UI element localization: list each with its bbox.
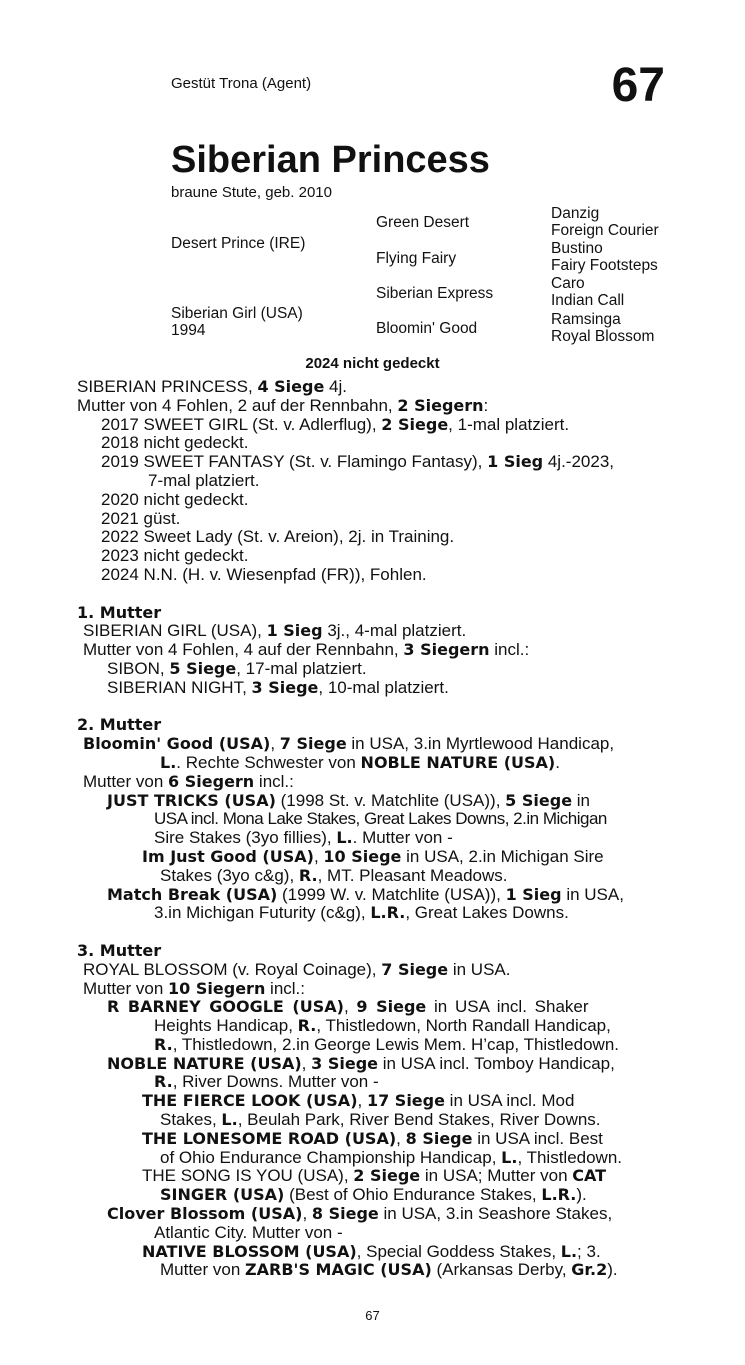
pedigree-ggp-4: Fairy Footsteps — [551, 257, 658, 274]
third-dam-section — [77, 961, 667, 1281]
pedigree-sire: Desert Prince (IRE) — [171, 235, 306, 252]
first-dam-section — [77, 622, 667, 697]
runner-the-song-is-you: THE SONG IS YOU (USA), 2 Siege in USA; Mutter von CAT SINGER (USA) (Best of Ohio Endurance Stakes, L.R.). — [142, 1166, 607, 1205]
runner-the-lonesome-road: THE LONESOME ROAD (USA), 8 Siege in USA incl. Best of Ohio Endurance Championship Handicap, L., Thistledown. — [142, 1128, 623, 1167]
pedigree-ggp-3: Bustino — [551, 240, 603, 257]
lot-number: 67 — [611, 59, 665, 112]
produce-2022: 2022 Sweet Lady (St. v. Areion), 2j. in Training. — [101, 527, 455, 547]
runner-r-barney-google: R BARNEY GOOGLE (USA), 9 Siege in USA incl. Shaker Heights Handicap, R., Thistledown, North Randall Handicap, R., Thistledown, 2.in George Lewis Mem. H’cap, Thistledown. — [107, 997, 620, 1054]
pedigree-ggp-6: Indian Call — [551, 292, 625, 309]
produce-2019: 2019 SWEET FANTASY (St. v. Flamingo Fantasy), 1 Sieg 4j.-2023, — [101, 452, 615, 472]
pedigree-sire-dam: Flying Fairy — [376, 250, 457, 267]
first-dam-winner-2: SIBERIAN NIGHT, 3 Siege, 10-mal platziert. — [107, 677, 449, 697]
third-dam-produce: Mutter von 10 Siegern incl.: — [83, 978, 306, 998]
runner-just-tricks: JUST TRICKS (USA) (1998 St. v. Matchlite (USA)), 5 Siege in USA incl. Mona Lake Stakes, Great Lakes Downs, 2.in Michigan Sire Stakes (3yo fillies), L.. Mutter von - — [107, 790, 607, 848]
produce-2018: 2018 nicht gedeckt. — [101, 433, 249, 453]
produce-2024: 2024 N.N. (H. v. Wiesenpfad (FR)), Fohlen. — [101, 564, 427, 584]
produce-2019-cont: 7-mal platziert. — [148, 470, 260, 490]
second-dam-record: Bloomin' Good (USA), 7 Siege in USA, 3.in Myrtlewood Handicap, — [83, 734, 615, 754]
page-number: 67 — [365, 1308, 380, 1323]
pedigree-dam-dam: Bloomin' Good — [376, 320, 478, 337]
pedigree-dam-sire: Siberian Express — [376, 285, 494, 302]
third-dam-record: ROYAL BLOSSOM (v. Royal Coinage), 7 Siege in USA. — [83, 959, 511, 979]
covering-status-note: 2024 nicht gedeckt — [305, 355, 440, 372]
first-dam-produce: Mutter von 4 Fohlen, 4 auf der Rennbahn, 3 Siegern incl.: — [83, 640, 530, 660]
pedigree-dam-year: 1994 — [171, 322, 206, 339]
pedigree-ggp-2: Foreign Courier — [551, 222, 659, 239]
pedigree-ggp-5: Caro — [551, 275, 585, 292]
pedigree-sire-sire: Green Desert — [376, 214, 470, 231]
first-dam-winner-1: SIBON, 5 Siege, 17-mal platziert. — [107, 658, 367, 678]
pedigree-ggp-8: Royal Blossom — [551, 328, 655, 345]
record-summary: SIBERIAN PRINCESS, 4 Siege 4j. — [77, 377, 347, 396]
produce-2020: 2020 nicht gedeckt. — [101, 489, 249, 509]
runner-match-break: Match Break (USA) (1999 W. v. Matchlite (USA)), 1 Sieg in USA, 3.in Michigan Futurity (c&g), L.R., Great Lakes Downs. — [107, 884, 624, 923]
second-dam-record-cont: L.. Rechte Schwester von NOBLE NATURE (USA). — [160, 752, 560, 772]
produce-2017: 2017 SWEET GIRL (St. v. Adlerflug), 2 Siege, 1-mal platziert. — [101, 414, 570, 434]
first-dam-record: SIBERIAN GIRL (USA), 1 Sieg 3j., 4-mal platziert. — [83, 621, 467, 641]
produce-2021: 2021 güst. — [101, 508, 181, 528]
runner-native-blossom: NATIVE BLOSSOM (USA), Special Goddess Stakes, L.; 3. Mutter von ZARB'S MAGIC (USA) (Arkansas Derby, Gr.2). — [142, 1241, 618, 1280]
runner-noble-nature: NOBLE NATURE (USA), 3 Siege in USA incl. Tomboy Handicap, R., River Downs. Mutter von - — [107, 1053, 615, 1092]
pedigree-dam-name: Siberian Girl (USA) — [171, 305, 303, 322]
first-dam-heading: 1. Mutter — [77, 602, 162, 622]
second-dam-heading: 2. Mutter — [77, 715, 162, 735]
pedigree-dam — [171, 305, 303, 339]
third-dam-heading: 3. Mutter — [77, 940, 162, 960]
consignor-agent: Gestüt Trona (Agent) — [171, 75, 312, 92]
second-dam-section — [77, 735, 667, 923]
runner-the-fierce-look: THE FIERCE LOOK (USA), 17 Siege in USA incl. Mod Stakes, L., Beulah Park, River Bend Stakes, River Downs. — [142, 1091, 601, 1130]
horse-description: braune Stute, geb. 2010 — [171, 184, 332, 201]
runner-clover-blossom: Clover Blossom (USA), 8 Siege in USA, 3.in Seashore Stakes, Atlantic City. Mutter von - — [107, 1204, 613, 1242]
horse-name: Siberian Princess — [171, 139, 490, 181]
second-dam-produce: Mutter von 6 Siegern incl.: — [83, 771, 294, 791]
runner-im-just-good: Im Just Good (USA), 10 Siege in USA, 2.in Michigan Sire Stakes (3yo c&g), R., MT. Pleasant Meadows. — [142, 846, 604, 885]
produce-list — [77, 416, 667, 585]
pedigree-ggp-7: Ramsinga — [551, 311, 621, 328]
produce-summary: Mutter von 4 Fohlen, 2 auf der Rennbahn, 2 Siegern: — [77, 395, 489, 415]
produce-2023: 2023 nicht gedeckt. — [101, 546, 249, 566]
pedigree-ggp-1: Danzig — [551, 205, 600, 222]
catalogue-body — [77, 378, 667, 1280]
